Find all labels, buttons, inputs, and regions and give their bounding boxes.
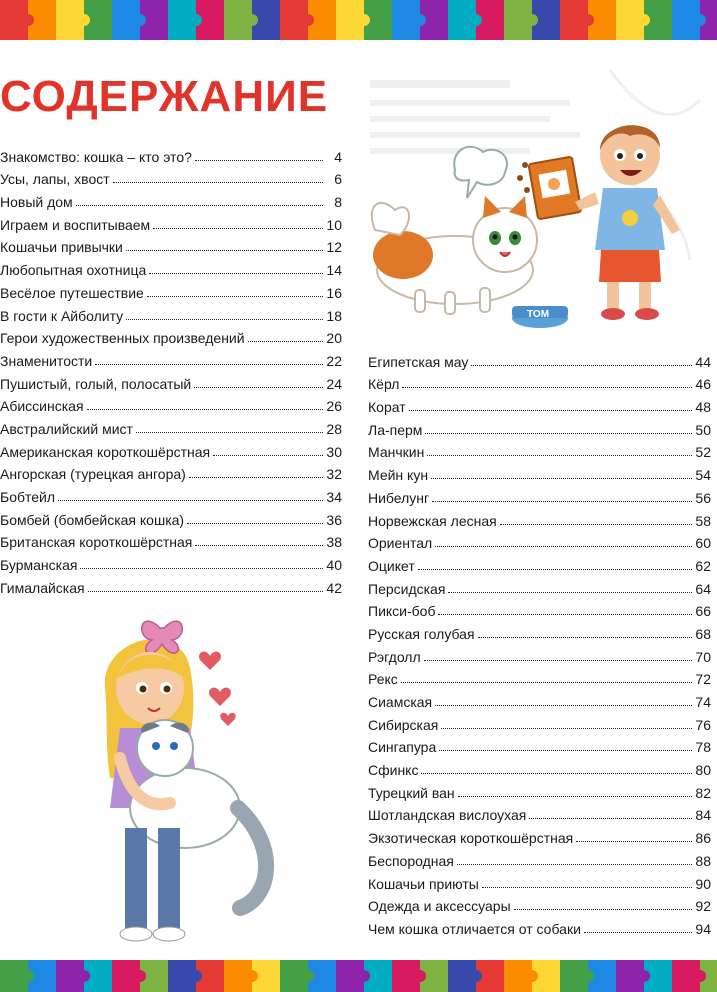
toc-entry[interactable]	[368, 823, 711, 846]
toc-entry[interactable]	[368, 914, 711, 937]
toc-dot-leader	[402, 387, 692, 388]
toc-entry-title: Одежда и аксессуары	[368, 898, 511, 915]
toc-entry-title: Знакомство: кошка – кто это?	[0, 148, 192, 165]
toc-entry[interactable]	[368, 642, 711, 665]
toc-entry[interactable]	[0, 233, 342, 256]
toc-entry[interactable]	[368, 460, 711, 483]
toc-entry-title: Кёрл	[368, 376, 400, 393]
puzzle-piece	[616, 0, 644, 40]
toc-entry-title: Корат	[368, 399, 406, 416]
toc-entry[interactable]	[368, 846, 711, 869]
toc-entry-page: 70	[695, 648, 711, 665]
toc-entry[interactable]	[0, 278, 342, 301]
toc-entry[interactable]	[368, 665, 711, 688]
bowl-label: TOM	[527, 309, 550, 320]
toc-entry[interactable]	[368, 733, 711, 756]
toc-entry[interactable]	[0, 528, 342, 551]
toc-entry-page: 14	[326, 262, 342, 279]
toc-dot-leader	[500, 524, 692, 525]
puzzle-piece	[336, 960, 364, 992]
toc-entry-title: Весёлое путешествие	[0, 284, 144, 301]
puzzle-piece	[168, 0, 196, 40]
toc-dot-leader	[439, 750, 692, 751]
toc-dot-leader	[529, 818, 692, 819]
toc-dot-leader	[126, 250, 323, 251]
toc-dot-leader	[432, 501, 692, 502]
toc-entry-page: 42	[326, 579, 342, 596]
toc-dot-leader	[113, 182, 323, 183]
toc-entry-title: Ангорская (турецкая ангора)	[0, 466, 186, 483]
toc-dot-leader	[431, 478, 692, 479]
toc-entry[interactable]	[368, 370, 711, 393]
puzzle-piece	[168, 960, 196, 992]
toc-dot-leader	[149, 273, 323, 274]
toc-entry-title: Персидская	[368, 580, 446, 597]
toc-dot-leader	[435, 546, 692, 547]
toc-entry[interactable]	[0, 437, 342, 460]
toc-entry-title: Шотландская вислоухая	[368, 807, 527, 824]
toc-entry-title: Сиамская	[368, 694, 433, 710]
toc-dot-leader	[195, 160, 323, 161]
toc-entry-title: Рекс	[368, 671, 398, 688]
heart-icon	[209, 688, 231, 706]
puzzle-piece	[0, 0, 28, 40]
toc-entry[interactable]	[0, 505, 342, 528]
toc-entry-page: 24	[326, 375, 342, 392]
toc-entry-page: 94	[695, 920, 711, 937]
toc-dot-leader	[195, 545, 323, 546]
puzzle-piece	[224, 0, 252, 40]
toc-dot-leader	[418, 569, 692, 570]
puzzle-piece	[280, 960, 308, 992]
toc-entry-page: 78	[695, 739, 711, 756]
toc-entry-page: 16	[326, 284, 342, 301]
toc-entry-page: 68	[695, 625, 711, 642]
toc-entry[interactable]	[0, 414, 342, 437]
toc-entry[interactable]	[0, 255, 342, 278]
toc-entry-page: 74	[695, 694, 711, 710]
toc-dot-leader	[187, 523, 323, 524]
toc-entry-page: 80	[695, 762, 711, 779]
toc-entry-title: Бомбей (бомбейская кошка)	[0, 511, 185, 528]
toc-entry-title: Кошачьи привычки	[0, 239, 123, 256]
toc-entry-title: Чем кошка отличается от собаки	[368, 920, 581, 937]
puzzle-piece	[280, 0, 308, 40]
puzzle-piece	[672, 960, 700, 992]
toc-entry-title: Русская голубая	[368, 625, 475, 642]
cat-bowl	[512, 306, 568, 328]
toc-dot-leader	[248, 341, 323, 342]
toc-entry-page: 88	[695, 852, 711, 869]
toc-entry-page: 76	[695, 716, 711, 733]
toc-column-left	[0, 142, 342, 596]
toc-entry-title: Беспородная	[368, 852, 454, 869]
puzzle-border-bottom	[0, 960, 717, 992]
toc-entry[interactable]	[0, 324, 342, 347]
toc-dot-leader	[147, 296, 323, 297]
girl-with-cat-illustration	[90, 608, 295, 946]
toc-entry-page: 48	[695, 399, 711, 416]
toc-entry[interactable]	[368, 597, 711, 620]
puzzle-piece	[448, 0, 476, 40]
toc-dot-leader	[58, 500, 323, 501]
toc-entry-page: 18	[326, 307, 342, 324]
toc-entry[interactable]	[0, 573, 342, 596]
toc-entry[interactable]	[0, 301, 342, 324]
toc-entry-title: Турецкий ван	[368, 784, 455, 801]
boy-figure	[575, 125, 680, 320]
toc-dot-leader	[136, 432, 323, 433]
page-title: СОДЕРЖАНИЕ	[0, 72, 329, 121]
toc-dot-leader	[584, 932, 692, 933]
toc-entry-page: 92	[695, 898, 711, 915]
toc-entry-title: Экзотическая короткошёрстная	[368, 830, 574, 847]
cat-figure	[372, 196, 537, 314]
toc-entry-page: 8	[334, 194, 342, 211]
toc-entry[interactable]	[368, 778, 711, 801]
toc-entry-page: 86	[695, 830, 711, 847]
toc-dot-leader	[435, 705, 692, 706]
toc-entry-title: Ориентал	[368, 535, 433, 552]
toc-entry-title: Усы, лапы, хвост	[0, 171, 110, 188]
toc-dot-leader	[482, 887, 692, 888]
toc-entry-page: 64	[695, 580, 711, 597]
toc-entry[interactable]	[368, 347, 711, 370]
toc-dot-leader	[576, 841, 692, 842]
toc-entry-page: 50	[695, 421, 711, 438]
toc-entry-title: Гималайская	[0, 579, 85, 596]
toc-entry-title: В гости к Айболиту	[0, 307, 124, 324]
toc-entry[interactable]	[0, 187, 342, 210]
toc-dot-leader	[425, 433, 692, 434]
toc-entry-title: Сингапура	[368, 739, 437, 756]
toc-entry-page: 36	[326, 511, 342, 528]
toc-dot-leader	[457, 864, 692, 865]
toc-entry[interactable]	[368, 801, 711, 824]
puzzle-piece	[504, 0, 532, 40]
toc-entry[interactable]	[368, 438, 711, 461]
speech-bubble-icon	[454, 147, 507, 198]
toc-entry-page: 40	[326, 557, 342, 574]
toc-entry-title: Любопытная охотница	[0, 262, 147, 279]
toc-entry-title: Бурманская	[0, 557, 78, 574]
toc-entry-title: Абиссинская	[0, 398, 84, 415]
toc-dot-leader	[438, 614, 692, 615]
toc-entry[interactable]	[368, 392, 711, 415]
toc-entry-page: 4	[334, 148, 342, 165]
toc-entry[interactable]	[368, 755, 711, 778]
toc-entry[interactable]	[368, 869, 711, 892]
toc-dot-leader	[88, 591, 323, 592]
toc-entry-page: 20	[326, 330, 342, 347]
toc-dot-leader	[189, 477, 323, 478]
toc-entry-title: Кошачьи приюты	[368, 875, 479, 892]
puzzle-piece	[560, 0, 588, 40]
toc-entry-page: 90	[695, 875, 711, 892]
puzzle-piece	[112, 0, 140, 40]
toc-dot-leader	[95, 364, 323, 365]
toc-entry-page: 56	[695, 489, 711, 506]
toc-entry-page: 62	[695, 557, 711, 574]
puzzle-piece	[336, 0, 364, 40]
toc-dot-leader	[76, 205, 323, 206]
toc-entry[interactable]	[368, 483, 711, 506]
toc-entry-page: 26	[326, 398, 342, 415]
toc-entry-title: Знаменитости	[0, 352, 93, 369]
puzzle-piece	[504, 960, 532, 992]
toc-entry-title: Оцикет	[368, 557, 415, 574]
heart-icon	[220, 713, 235, 726]
toc-entry-page: 52	[695, 444, 711, 461]
toc-entry[interactable]	[0, 369, 342, 392]
toc-entry-title: Нибелунг	[368, 489, 430, 506]
toc-entry-page: 38	[326, 534, 342, 551]
toc-entry-title: Мейн кун	[368, 467, 429, 484]
toc-dot-leader	[424, 660, 692, 661]
toc-entry-page: 12	[326, 239, 342, 256]
toc-entry-title: Египетская мау	[368, 353, 469, 370]
toc-entry-title: Герои художественных произведений	[0, 330, 245, 347]
toc-entry-page: 54	[695, 467, 711, 484]
toc-entry-title: Играем и воспитываем	[0, 216, 151, 233]
toc-entry-title: Американская короткошёрстная	[0, 443, 211, 460]
toc-entry-page: 82	[695, 784, 711, 801]
toc-dot-leader	[478, 637, 692, 638]
toc-entry[interactable]	[368, 619, 711, 642]
toc-dot-leader	[427, 455, 692, 456]
toc-entry-title: Бобтейл	[0, 489, 56, 505]
toc-entry-title: Новый дом	[0, 194, 73, 211]
toc-entry[interactable]	[0, 346, 342, 369]
toc-dot-leader	[441, 728, 692, 729]
puzzle-piece	[224, 960, 252, 992]
puzzle-piece	[392, 0, 420, 40]
toc-entry[interactable]	[0, 210, 342, 233]
toc-entry-title: Сфинкс	[368, 762, 419, 779]
toc-dot-leader	[401, 682, 692, 683]
toc-entry[interactable]	[368, 529, 711, 552]
toc-entry-page: 66	[695, 603, 711, 620]
toc-entry-title: Манчкин	[368, 444, 425, 461]
toc-entry[interactable]	[0, 482, 342, 505]
toc-entry[interactable]	[0, 550, 342, 573]
toc-entry-page: 46	[695, 376, 711, 393]
toc-entry[interactable]	[0, 460, 342, 483]
toc-entry[interactable]	[368, 415, 711, 438]
toc-entry-page: 28	[326, 420, 342, 437]
toc-dot-leader	[409, 410, 692, 411]
puzzle-piece	[560, 960, 588, 992]
toc-entry-page: 32	[326, 466, 342, 483]
heart-icon	[199, 652, 221, 670]
cat-figure	[130, 720, 266, 908]
toc-entry-page: 44	[695, 353, 711, 370]
toc-entry[interactable]	[368, 551, 711, 574]
puzzle-piece	[616, 960, 644, 992]
puzzle-border-top	[0, 0, 717, 40]
toc-entry-page: 72	[695, 671, 711, 688]
toc-entry[interactable]	[368, 574, 711, 597]
toc-entry[interactable]	[0, 165, 342, 188]
toc-entry-title: Британская короткошёрстная	[0, 534, 193, 551]
puzzle-piece	[0, 960, 28, 992]
toc-entry-title: Ла-перм	[368, 421, 423, 438]
toc-dot-leader	[421, 773, 692, 774]
toc-entry-title: Австралийский мист	[0, 420, 133, 437]
toc-entry-page: 6	[334, 171, 342, 188]
toc-entry-page: 34	[326, 489, 342, 505]
toc-entry-page: 22	[326, 352, 342, 369]
toc-entry-title: Пикси-боб	[368, 603, 436, 620]
toc-entry[interactable]	[0, 142, 342, 165]
toc-entry-page: 60	[695, 535, 711, 552]
toc-dot-leader	[213, 455, 323, 456]
toc-dot-leader	[458, 796, 692, 797]
toc-dot-leader	[126, 319, 323, 320]
toc-entry-title: Рэгдолл	[368, 648, 421, 665]
toc-dot-leader	[194, 387, 323, 388]
puzzle-piece	[56, 960, 84, 992]
toc-entry-page: 84	[695, 807, 711, 824]
toc-dot-leader	[153, 228, 323, 229]
toc-entry[interactable]	[0, 392, 342, 415]
puzzle-piece	[392, 960, 420, 992]
toc-entry-title: Норвежская лесная	[368, 512, 497, 529]
toc-dot-leader	[514, 909, 692, 910]
toc-entry[interactable]	[368, 710, 711, 733]
cat-food-box-icon	[517, 157, 582, 220]
toc-entry-page: 30	[326, 443, 342, 460]
toc-dot-leader	[471, 365, 692, 366]
puzzle-piece	[672, 0, 700, 40]
toc-entry-page: 10	[326, 216, 342, 233]
puzzle-piece	[112, 960, 140, 992]
toc-entry[interactable]	[368, 687, 711, 710]
toc-entry-title: Пушистый, голый, полосатый	[0, 375, 192, 392]
puzzle-piece	[448, 960, 476, 992]
toc-entry-page: 58	[695, 512, 711, 529]
toc-dot-leader	[448, 592, 692, 593]
toc-dot-leader	[87, 409, 323, 410]
toc-dot-leader	[80, 568, 323, 569]
toc-entry[interactable]	[368, 506, 711, 529]
toc-entry[interactable]	[368, 892, 711, 915]
toc-entry-title: Сибирская	[368, 716, 439, 733]
boy-and-cat-illustration	[355, 110, 705, 335]
toc-column-right	[368, 347, 711, 937]
puzzle-piece	[56, 0, 84, 40]
